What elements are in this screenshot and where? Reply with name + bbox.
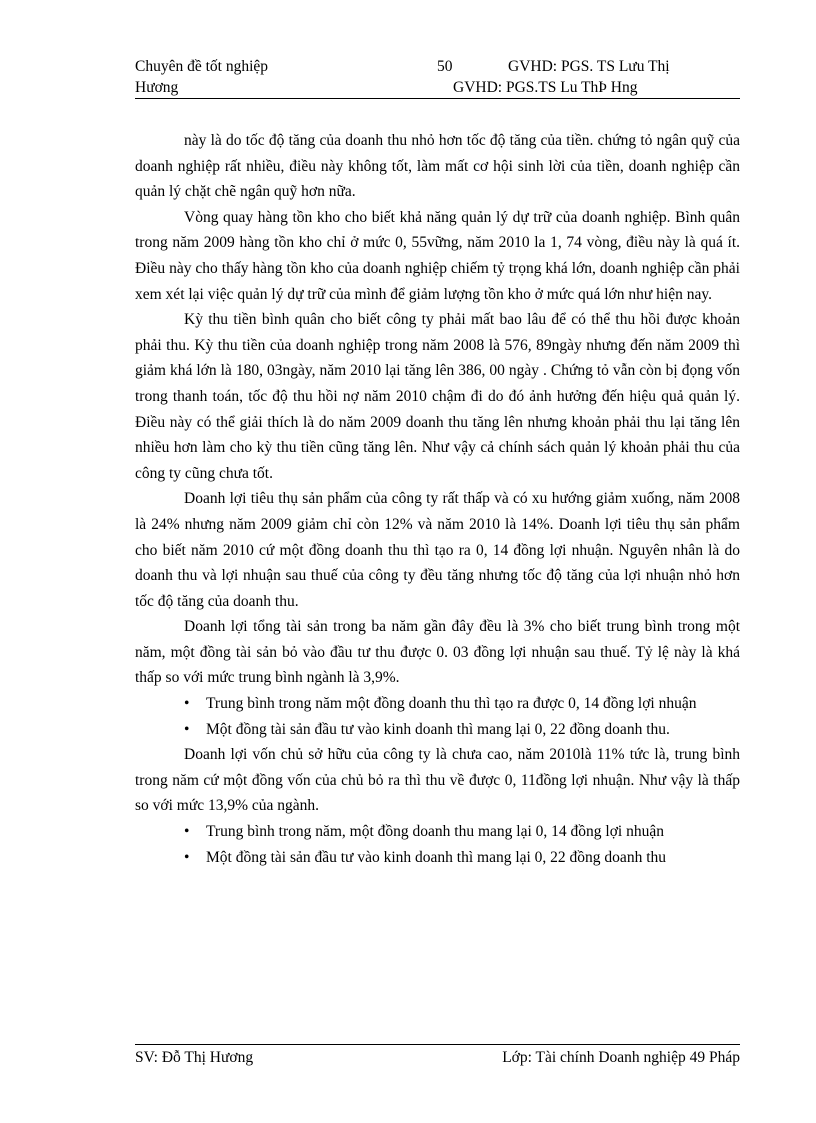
paragraph: Doanh lợi tiêu thụ sản phẩm của công ty rất thấp và có xu hướng giảm xuống, năm 2008 là 24% nhưng năm 2009 giảm chỉ còn 12% và năm 2010 là 14%. Doanh lợi tiêu thụ sản phẩm cho biết năm 2010 cứ một đồng doanh thu thì tạo ra 0, 14 đồng lợi nhuận. Nguyên nhân là do doanh thu và lợi nhuận sau thuế của công ty đều tăng nhưng tốc độ tăng của lợi nhuận nhỏ hơn tốc độ tăng của doanh thu.	[135, 490, 740, 610]
page-header	[135, 56, 740, 99]
page-body	[135, 128, 740, 870]
header-name-cont: Hương	[135, 79, 179, 96]
header-doc-title: Chuyên đề tốt nghiệp	[135, 58, 269, 75]
footer-class: Lớp: Tài chính Doanh nghiệp 49 Pháp	[502, 1049, 740, 1066]
bullet-text: Trung bình trong năm một đồng doanh thu thì tạo ra được 0, 14 đồng lợi nhuận	[206, 695, 697, 713]
paragraph: này là do tốc độ tăng của doanh thu nhỏ hơn tốc độ tăng của tiền. chứng tỏ ngân quỹ của doanh nghiệp rất nhiều, điều này không tốt, làm mất cơ hội sinh lời của tiền, doanh nghiệp cần quản lý chặt chẽ ngân quỹ hơn nữa.	[135, 132, 740, 201]
page-number: 50	[437, 58, 453, 75]
bullet-icon: •	[184, 695, 190, 713]
paragraph: Doanh lợi vốn chủ sở hữu của công ty là chưa cao, năm 2010là 11% tức là, trung bình trong năm cứ một đồng vốn của chủ bỏ ra thì thu về được 0, 11đồng lợi nhuận. Như vậy là thấp so với mức 13,9% của ngành.	[135, 746, 740, 815]
bullet-text: Một đồng tài sản đầu tư vào kinh doanh thì mang lại 0, 22 đồng doanh thu.	[206, 720, 670, 738]
header-supervisor: GVHD: PGS. TS Lưu Thị	[508, 58, 670, 75]
paragraph: Doanh lợi tổng tài sản trong ba năm gần đây đều là 3% cho biết trung bình trong một năm, một đồng tài sản bỏ vào đầu tư thu được 0. 03 đồng lợi nhuận sau thuế. Tỷ lệ này là khá thấp so với mức trung bình ngành là 3,9%.	[135, 618, 740, 687]
bullet-text: Một đồng tài sản đầu tư vào kinh doanh thì mang lại 0, 22 đồng doanh thu	[206, 848, 666, 866]
header-supervisor-2: GVHD: PGS.TS Lu ThÞ Hng	[453, 79, 638, 96]
bullet-icon: •	[184, 720, 190, 738]
bullet-item	[135, 717, 740, 743]
bullet-text: Trung bình trong năm, một đồng doanh thu mang lại 0, 14 đồng lợi nhuận	[206, 823, 664, 841]
page-footer	[135, 1044, 740, 1069]
bullet-icon: •	[184, 823, 190, 841]
bullet-item	[135, 691, 740, 717]
footer-student: SV: Đỗ Thị Hương	[135, 1049, 254, 1066]
paragraph: Kỳ thu tiền bình quân cho biết công ty phải mất bao lâu để có thể thu hồi được khoản phải thu. Kỳ thu tiền của doanh nghiệp trong năm 2008 là 576, 89ngày nhưng đến năm 2009 thì giảm khá lớn là 180, 03ngày, năm 2010 lại tăng lên 386, 00 ngày . Chứng tỏ vẫn còn bị đọng vốn trong thanh toán, tốc độ thu hồi nợ năm 2010 chậm đi do đó ảnh hưởng đến hiệu quả quản lý. Điều này có thể giải thích là do năm 2009 doanh thu tăng lên nhưng khoản phải thu lại tăng lên nhiều hơn làm cho kỳ thu tiền cũng tăng lên. Như vậy cả chính sách quản lý khoản phải thu của công ty cũng chưa tốt.	[135, 311, 740, 482]
paragraph: Vòng quay hàng tồn kho cho biết khả năng quản lý dự trữ của doanh nghiệp. Bình quân trong năm 2009 hàng tồn kho chỉ ở mức 0, 55vững, năm 2010 la 1, 74 vòng, điều này là quá ít. Điều này cho thấy hàng tồn kho của doanh nghiệp chiếm tỷ trọng khá lớn, doanh nghiệp cần phải xem xét lại việc quản lý dự trữ của mình để giảm lượng tồn kho ở mức quá lớn như hiện nay.	[135, 208, 740, 303]
bullet-item	[135, 819, 740, 845]
bullet-item	[135, 845, 740, 871]
bullet-icon: •	[184, 848, 190, 866]
